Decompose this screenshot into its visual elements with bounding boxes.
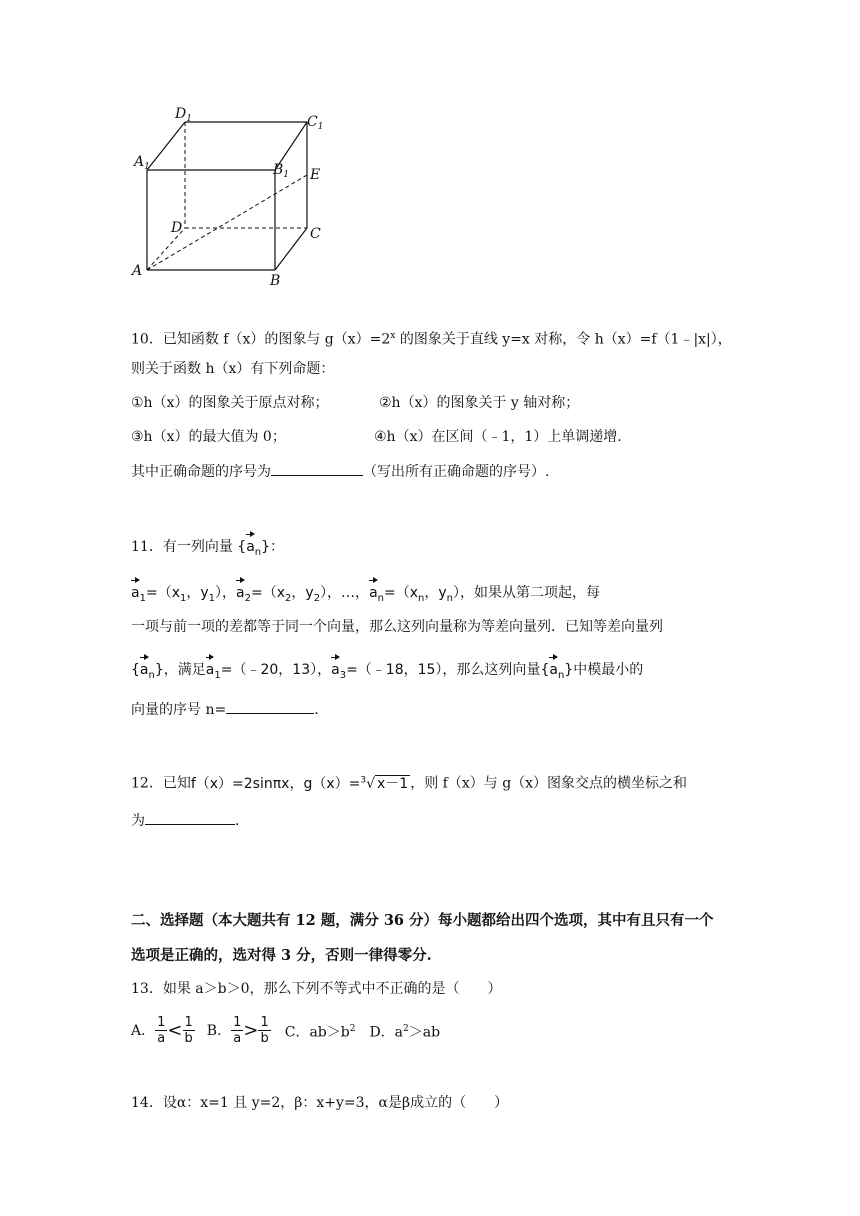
q14-stem: 14．设α：x=1 且 y=2，β：x+y=3，α是β成立的（ ） (131, 1095, 509, 1111)
q10-answer-line: 其中正确命题的序号为 （写出所有正确命题的序号）. (131, 461, 549, 482)
q11-line4: $\{a_n\}$，满足$a_1=(﹣20$，13），$a_3=(﹣18$，15），那么这列向量$\{a_n\}$中模最小的 (131, 655, 643, 686)
label-B1: $B_1$ (273, 162, 290, 180)
option-a-frac2: $\frac{1}{b}$ (184, 1015, 193, 1047)
label-A1: $A_1$ (134, 154, 150, 172)
q13-stem: 13．如果 a＞b＞0，那么下列不等式中不正确的是（ ） (131, 981, 502, 997)
q12-line1: 12．已知f（x）=2sinπx，g（x）=$^3$√ x－1 ，则 f（x）与 g（x）图象交点的横坐标之和 (131, 775, 688, 792)
label-B: B (270, 273, 281, 289)
option-b-label: B． (206, 1022, 232, 1039)
section-2-heading-line1: 二、选择题（本大题共有 12 题，满分 36 分）每小题都给出四个选项，其中有且只有一个 (131, 912, 714, 929)
edge-BC (275, 228, 307, 270)
section-2-heading-line2: 选项是正确的，选对得 3 分，否则一律得零分. (131, 947, 432, 964)
answer-blank (226, 699, 314, 714)
option-b-frac1: $\frac{1}{a}$ (233, 1015, 242, 1047)
q10-prop4: ④h（x）在区间（﹣1，1）上单调递增. (374, 429, 622, 445)
q11-definition: $a_1=(x_1$，$y_1$），$a_2=(x_2$，$y_2$），…，$a_n=(x_n$，$y_n$），如果从第二项起，每 (131, 578, 600, 609)
q11-line1: 11．有一列向量 $\{a_n\}$： (131, 532, 284, 563)
label-D: D (171, 220, 183, 236)
q10-prop1: ①h（x）的图象关于原点对称； (131, 395, 329, 411)
label-A: A (132, 263, 143, 279)
q13-options: A． $\frac{1}{a}$ < $\frac{1}{b}$ B． $\frac{1}{a}$ > $\frac{1}{b}$ C．$ab>b^2$ D．$a^2>ab$ (131, 1012, 440, 1050)
label-C1: $C_1$ (307, 114, 324, 132)
option-a-label: A． (131, 1022, 156, 1039)
label-D1: $D_1$ (175, 106, 192, 124)
answer-blank (271, 461, 363, 476)
cube-figure (125, 100, 335, 290)
q10-prop3: ③h（x）的最大值为 0； (131, 429, 286, 445)
option-a-frac1: $\frac{1}{a}$ (157, 1015, 166, 1047)
q10-line2: 则关于函数 h（x）有下列命题： (131, 361, 335, 377)
option-b-frac2: $\frac{1}{b}$ (260, 1015, 269, 1047)
answer-blank (145, 810, 235, 825)
q11-answer-line: 向量的序号 n= . (131, 699, 319, 720)
label-C: C (310, 226, 321, 242)
q11-line3: 一项与前一项的差都等于同一个向量，那么这列向量称为等差向量列．已知等差向量列 (131, 619, 663, 635)
option-d: D．$a^2>ab$ (369, 1024, 441, 1041)
option-c: C．$ab>b^2$ (284, 1024, 356, 1041)
q10-line1: 10．已知函数 f（x）的图象与 $g(x)=2^x$ 的图象关于直线 y=x 对称，令 h（x）=f（1﹣|x|）， (131, 331, 732, 348)
edge-A1D1 (147, 122, 185, 170)
label-E: E (310, 167, 321, 183)
q10-prop2: ②h（x）的图象关于 y 轴对称； (379, 395, 580, 411)
q12-answer-line: 为 . (131, 810, 239, 831)
